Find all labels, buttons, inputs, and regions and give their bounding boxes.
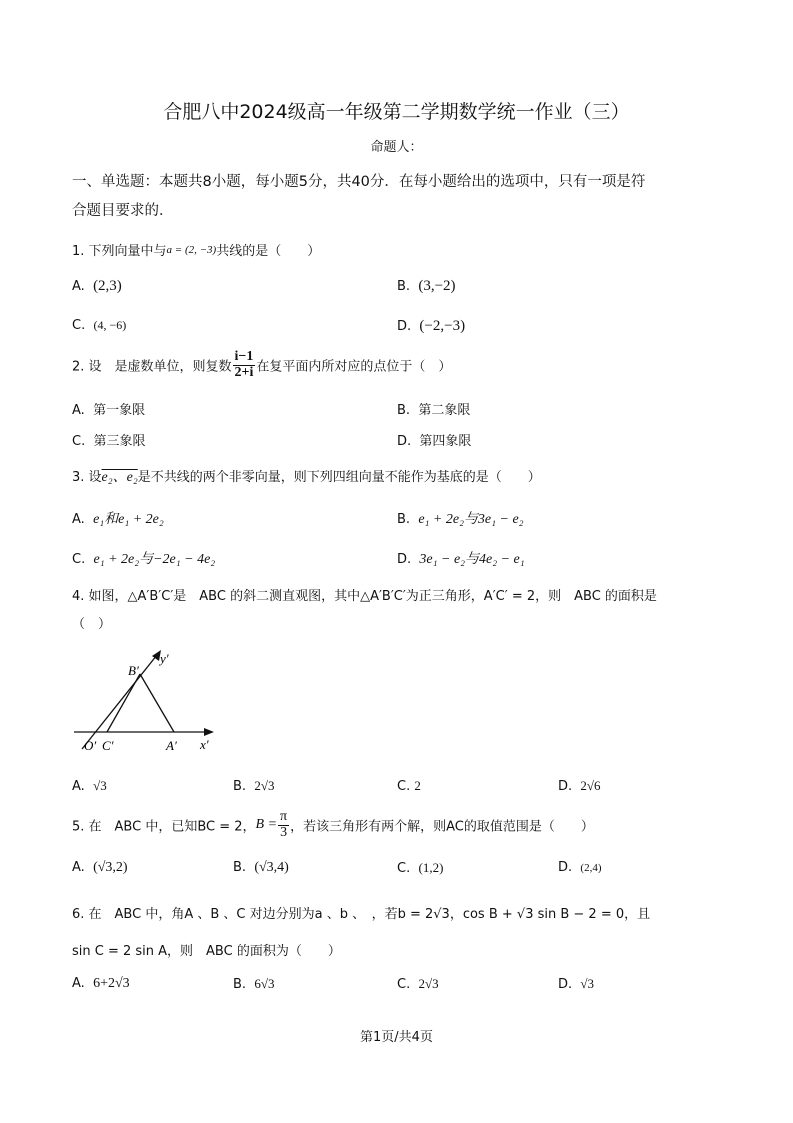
q1-stem-pre: 1. 下列向量中与 [72, 244, 167, 259]
q5-b-equals: B = [255, 817, 278, 833]
q2-frac-den: 2+i [234, 364, 254, 380]
question-3-stem [72, 466, 541, 486]
q1-option-b: B. (3,−2) [397, 278, 456, 294]
q2-option-d: D. 第四象限 [397, 434, 472, 449]
q6-option-d-value: √3 [580, 976, 595, 991]
q5-frac-num: π [280, 809, 288, 824]
q3-vectors: e₂、e₂ [101, 470, 138, 485]
q6-option-a-value: 6+2√3 [93, 976, 130, 991]
question-4-stem-line2: （ ） [72, 617, 112, 632]
q5-option-c-value: (1,2) [418, 860, 444, 875]
q4-option-d-value: 2√6 [580, 778, 601, 793]
label-a: A′ [166, 738, 177, 753]
page-footer: 第1页/共4页 [360, 1030, 433, 1045]
q2-option-a-value: 第一象限 [93, 403, 146, 418]
question-4-stem-line1: 4. 如图，△A′B′C′是 ABC 的斜二测直观图，其中△A′B′C′为正三角形，A′C′ = 2，则 ABC 的面积是 [72, 589, 657, 604]
q1-option-b-value: (3,−2) [418, 278, 456, 294]
q1-stem-post: 共线的是（ ） [216, 244, 321, 259]
q4-option-c: C. 2 [397, 778, 421, 794]
q5-option-b: B. (√3,4) [233, 860, 289, 875]
q2-frac-num: i−1 [234, 349, 254, 364]
q6-option-b-value: 6√3 [254, 976, 275, 991]
q3-option-d: D. 3e₁ − e₂与4e₂ − e₁ [397, 552, 525, 567]
q6-option-d: D. √3 [558, 976, 595, 992]
title-text: 合肥八中2024级高一年级第二学期数学统一作业（三） [163, 101, 630, 123]
q1-option-c-value: (4, −6) [93, 318, 127, 332]
q6-option-b: B. 6√3 [233, 976, 275, 992]
q4-option-c-value: 2 [414, 778, 421, 793]
q4-option-b-value: 2√3 [254, 778, 275, 793]
q2-option-c-value: 第三象限 [93, 434, 146, 449]
q2-option-b: B. 第二象限 [397, 403, 471, 418]
q1-option-d-value: (−2,−3) [419, 318, 466, 334]
q6-option-c: C. 2√3 [397, 976, 439, 992]
label-c: C′ [102, 738, 114, 753]
q5-option-d-value: (2,4) [580, 862, 602, 874]
q4-figure [70, 645, 220, 755]
q4-option-d: D. 2√6 [558, 778, 601, 794]
q5-stem-post: ，若该三角形有两个解，则AC的取值范围是（ ） [290, 819, 594, 835]
q5-frac-den: 3 [280, 824, 288, 840]
q5-stem-pre: 5. 在 ABC 中，已知BC = 2， [72, 819, 256, 835]
q5-option-b-value: (√3,4) [254, 860, 289, 875]
q3-stem-pre: 3. 设 [72, 470, 102, 485]
question-6-stem-line1: 6. 在 ABC 中，角A 、B 、C 对边分别为a 、b 、 ，若b = 2√3，cos B + √3 sin B − 2 = 0，且 [72, 907, 651, 922]
q5-option-c: C. (1,2) [397, 860, 444, 876]
question-6-stem-line2: sin C = 2 sin A，则 ABC 的面积为（ ） [72, 944, 341, 959]
question-1-stem [72, 240, 320, 259]
x-axis-arrow [204, 728, 214, 736]
q3-option-b: B. e₁ + 2e₂与3e₁ − e₂ [397, 512, 524, 527]
section-heading-line1: 一、单选题：本题共8小题，每小题5分，共40分．在每小题给出的选项中，只有一项是符 [72, 174, 646, 190]
q2-fraction [233, 350, 256, 380]
q5-option-a-value: (√3,2) [93, 860, 128, 875]
q2-option-b-value: 第二象限 [418, 403, 471, 418]
label-b: B′ [128, 663, 139, 678]
q5-fraction [278, 810, 289, 840]
q4-option-b: B. 2√3 [233, 778, 275, 794]
q2-option-d-value: 第四象限 [419, 434, 472, 449]
label-o: O′ [84, 738, 97, 753]
q4-option-a: A. √3 [72, 778, 107, 794]
q3-stem-post: 是不共线的两个非零向量，则下列四组向量不能作为基底的是（ ） [137, 470, 541, 485]
triangle-side-ba [140, 674, 174, 732]
q5-option-a: A. (√3,2) [72, 860, 128, 875]
section-heading-line2: 合题目要求的． [72, 203, 174, 219]
triangle-side-cb [107, 674, 140, 732]
q1-option-d: D. (−2,−3) [397, 318, 466, 334]
label-x: x′ [200, 737, 209, 752]
question-2-stem [72, 350, 451, 380]
q4-option-a-value: √3 [93, 778, 107, 793]
q1-option-a: A. (2,3) [72, 278, 122, 294]
q3-option-d-value: 3e₁ − e₂与4e₂ − e₁ [419, 552, 525, 567]
page-title [0, 97, 793, 124]
q3-option-b-value: e₁ + 2e₂与3e₁ − e₂ [418, 512, 524, 527]
q2-option-a: A. 第一象限 [72, 403, 146, 418]
question-5-stem [72, 810, 594, 840]
q2-option-c: C. 第三象限 [72, 434, 146, 449]
q5-option-d: D. (2,4) [558, 860, 602, 875]
q1-vector-a: a = (2, −3) [166, 244, 217, 256]
q6-option-c-value: 2√3 [418, 976, 439, 991]
author-line: 命题人： [370, 140, 423, 155]
q1-option-c: C. (4, −6) [72, 318, 127, 333]
q2-stem-pre: 2. 设 是虚数单位，则复数 [72, 359, 232, 375]
q1-option-a-value: (2,3) [93, 278, 122, 294]
y-axis-line [82, 655, 157, 749]
q6-option-a: A. 6+2√3 [72, 976, 130, 991]
q2-stem-post: 在复平面内所对应的点位于（ ） [256, 359, 452, 375]
q3-option-a-value: e₁和e₁ + 2e₂ [93, 512, 164, 527]
q3-option-c-value: e₁ + 2e₂与−2e₁ − 4e₂ [93, 552, 216, 567]
label-y: y′ [160, 651, 169, 666]
q3-option-a: A. e₁和e₁ + 2e₂ [72, 512, 164, 527]
q3-option-c: C. e₁ + 2e₂与−2e₁ − 4e₂ [72, 552, 216, 567]
